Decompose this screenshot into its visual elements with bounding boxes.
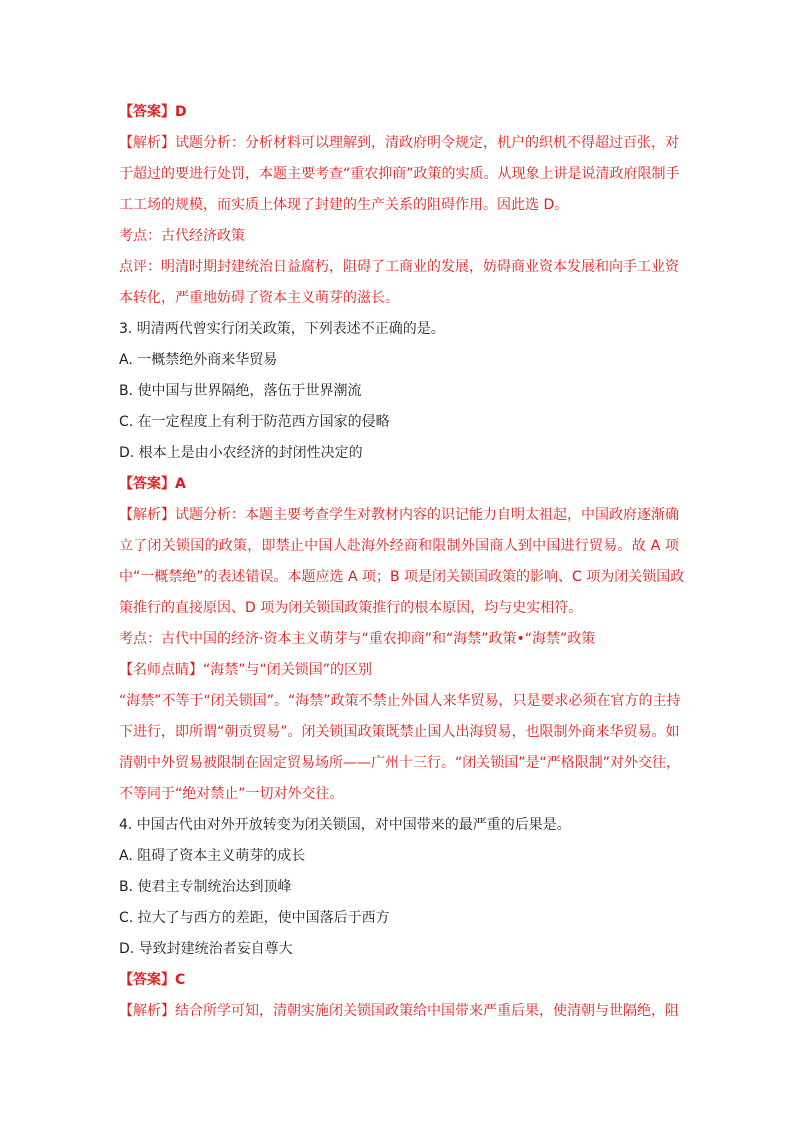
answer-line: 【答案】C bbox=[119, 972, 186, 988]
question-3-option-d: D. 根本上是由小农经济的封闭性决定的 bbox=[119, 445, 363, 461]
kaodian-line: 考点：古代中国的经济·资本主义萌芽与“重农抑商”和“海禁”政策•“海禁”政策 bbox=[119, 631, 596, 647]
comment-line: 本转化，严重地妨碍了资本主义萌芽的滋长。 bbox=[119, 290, 399, 306]
question-3-option-b: B. 使中国与世界隔绝，落伍于世界潮流 bbox=[119, 383, 362, 399]
analysis-line: 工工场的规模，而实质上体现了封建的生产关系的阻碍作用。因此选 D。 bbox=[119, 197, 569, 213]
analysis-line: 于超过的要进行处罚，本题主要考查“重农抑商”政策的实质。从现象上讲是说清政府限制手 bbox=[119, 166, 680, 182]
mingshi-line: 下进行，即所谓“朝贡贸易”。闭关锁国政策既禁止国人出海贸易，也限制外商来华贸易。如 bbox=[119, 724, 680, 740]
mingshi-line: 清朝中外贸易被限制在固定贸易场所——广州十三行。“闭关锁国”是“严格限制”对外交往， bbox=[119, 755, 681, 771]
mingshi-line: 不等同于“绝对禁止”一切对外交往。 bbox=[119, 786, 344, 802]
mingshi-line: “海禁”不等于“闭关锁国”。“海禁”政策不禁止外国人来华贸易，只是要求必须在官方的主持 bbox=[119, 693, 681, 709]
question-3-option-c: C. 在一定程度上有利于防范西方国家的侵略 bbox=[119, 414, 390, 430]
mingshi-heading: 【名师点睛】“海禁”与“闭关锁国”的区别 bbox=[119, 662, 373, 678]
question-4-option-c: C. 拉大了与西方的差距，使中国落后于西方 bbox=[119, 910, 390, 926]
question-4-option-b: B. 使君主专制统治达到顶峰 bbox=[119, 879, 292, 895]
question-4-option-a: A. 阻碍了资本主义萌芽的成长 bbox=[119, 848, 306, 864]
answer-line: 【答案】A bbox=[119, 476, 186, 492]
analysis-line: 中“一概禁绝”的表述错误。本题应选 A 项；B 项是闭关锁国政策的影响、C 项为闭关锁国政 bbox=[119, 569, 685, 585]
answer-line: 【答案】D bbox=[119, 104, 187, 120]
question-3-option-a: A. 一概禁绝外商来华贸易 bbox=[119, 352, 278, 368]
comment-line: 点评：明清时期封建统治日益腐朽，阻碍了工商业的发展，妨碍商业资本发展和向手工业资 bbox=[119, 259, 679, 275]
analysis-line: 立了闭关锁国的政策，即禁止中国人赴海外经商和限制外国商人到中国进行贸易。故 A 项 bbox=[119, 538, 679, 554]
question-4-option-d: D. 导致封建统治者妄自尊大 bbox=[119, 941, 293, 957]
analysis-line: 【解析】试题分析：本题主要考查学生对教材内容的识记能力自明太祖起，中国政府逐渐确 bbox=[119, 507, 679, 523]
question-3: 3. 明清两代曾实行闭关政策，下列表述不正确的是。 bbox=[119, 321, 445, 337]
analysis-line: 【解析】结合所学可知，清朝实施闭关锁国政策给中国带来严重后果，使清朝与世隔绝，阻 bbox=[119, 1003, 679, 1019]
kaodian-line: 考点：古代经济政策 bbox=[119, 228, 245, 244]
question-4: 4. 中国古代由对外开放转变为闭关锁国，对中国带来的最严重的后果是。 bbox=[119, 817, 571, 833]
analysis-line: 策推行的直接原因、D 项为闭关锁国政策推行的根本原因，均与史实相符。 bbox=[119, 600, 583, 616]
analysis-line: 【解析】试题分析：分析材料可以理解到，清政府明令规定，机户的织机不得超过百张，对 bbox=[119, 135, 679, 151]
